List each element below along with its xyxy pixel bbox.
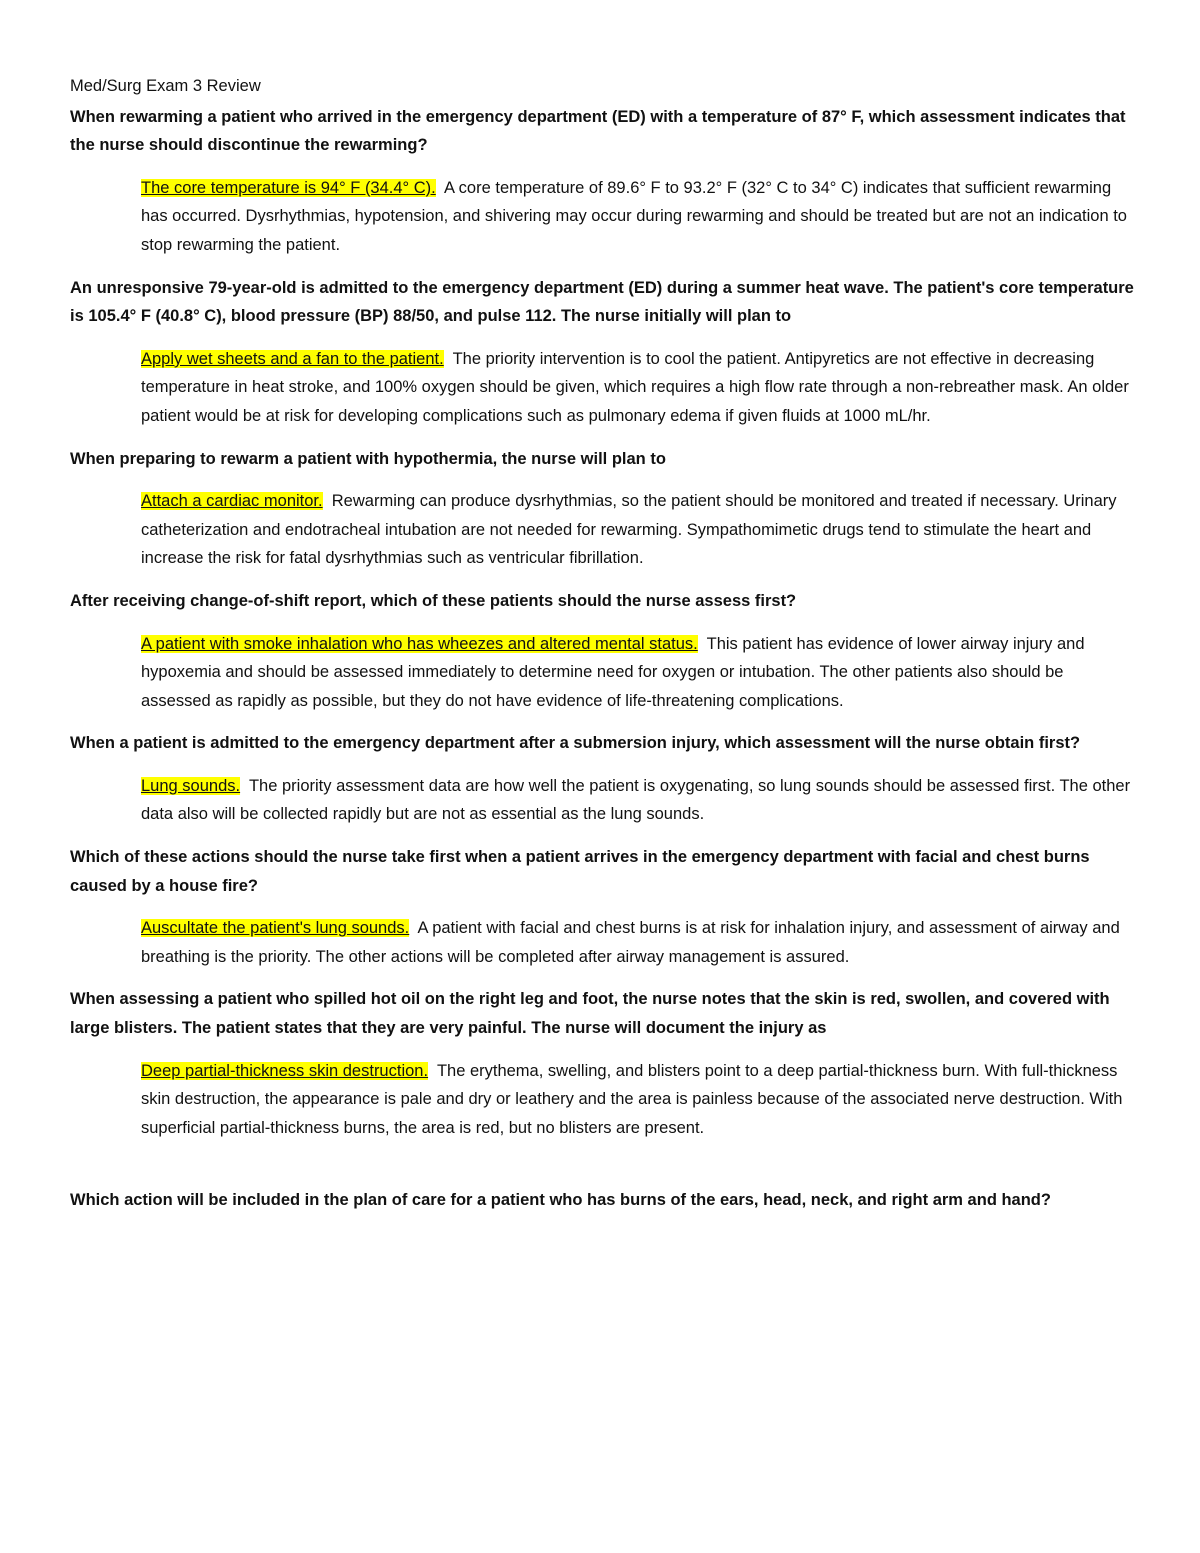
document-title: Med/Surg Exam 3 Review <box>70 77 261 95</box>
rationale-text: This patient has evidence of lower airway injury and hypoxemia and should be assessed immediately to determine need for oxygen or intubation. The other patients also should be assessed as rapidly as possible, but they do not have evidence of life-threatening complications. <box>141 634 1085 710</box>
qa-item-4 <box>70 587 1135 715</box>
answer-block <box>141 914 1135 971</box>
answer-highlight: Auscultate the patient's lung sounds. <box>141 919 410 938</box>
answer-block <box>141 345 1135 431</box>
answer-block <box>141 1057 1135 1143</box>
rationale-text: The priority intervention is to cool the patient. Antipyretics are not effective in decreasing temperature in heat stroke, and 100% oxygen should be given, which requires a high flow rate through a non-rebreather mask. An older patient would be at risk for developing complications such as pulmonary edema if given fluids at 1000 mL/hr. <box>141 349 1129 425</box>
rationale-text: Rewarming can produce dysrhythmias, so the patient should be monitored and treated if necessary. Urinary catheterization and endotracheal intubation are not needed for rewarming. Sympathomimetic drugs tend to stimulate the heart and increase the risk for fatal dysrhythmias such as ventricular fibrillation. <box>141 492 1117 568</box>
answer-highlight: Deep partial-thickness skin destruction. <box>141 1061 429 1080</box>
answer-highlight: Apply wet sheets and a fan to the patient. <box>141 349 444 368</box>
question-text: When a patient is admitted to the emergency department after a submersion injury, which assessment will the nurse obtain first? <box>70 734 1081 753</box>
question-text: After receiving change-of-shift report, which of these patients should the nurse assess first? <box>70 591 797 610</box>
qa-item-5 <box>70 729 1135 829</box>
answer-block <box>141 630 1135 716</box>
answer-block <box>141 772 1135 829</box>
question-text: When assessing a patient who spilled hot oil on the right leg and foot, the nurse notes that the skin is red, swollen, and covered with large blisters. The patient states that they are very painful. The nurse will document the injury as <box>70 990 1110 1038</box>
qa-item-7 <box>70 985 1135 1142</box>
answer-highlight: A patient with smoke inhalation who has wheezes and altered mental status. <box>141 634 698 653</box>
rationale-text: A core temperature of 89.6° F to 93.2° F (32° C to 34° C) indicates that sufficient rewarming has occurred. Dysrhythmias, hypotension, and shivering may occur during rewarming and should be treated but are not an indication to stop rewarming the patient. <box>141 178 1127 254</box>
answer-highlight: Lung sounds. <box>141 776 241 795</box>
qa-item-2 <box>70 274 1135 431</box>
last-question-text: Which action will be included in the plan of care for a patient who has burns of the ears, head, neck, and right arm and hand? <box>70 1191 1051 1210</box>
question-text: When preparing to rewarm a patient with hypothermia, the nurse will plan to <box>70 449 666 468</box>
question-text: An unresponsive 79-year-old is admitted to the emergency department (ED) during a summer heat wave. The patient's core temperature is 105.4° F (40.8° C), blood pressure (BP) 88/50, and pulse 112. The nurse initially will plan to <box>70 278 1134 326</box>
answer-block <box>141 487 1135 573</box>
rationale-text: The priority assessment data are how well the patient is oxygenating, so lung sounds should be assessed first. The other data also will be collected rapidly but are not as essential as the lung sounds. <box>141 776 1131 824</box>
answer-highlight: Attach a cardiac monitor. <box>141 492 323 511</box>
question-text: Which of these actions should the nurse take first when a patient arrives in the emergency department with facial and chest burns caused by a house fire? <box>70 848 1090 895</box>
rationale-text: The erythema, swelling, and blisters point to a deep partial-thickness burn. With full-thickness skin destruction, the appearance is pale and dry or leathery and the area is painless because of the associated nerve destruction. With superficial partial-thickness burns, the area is red, but no blisters are present. <box>141 1061 1123 1137</box>
qa-item-1 <box>70 103 1135 260</box>
qa-item-6 <box>70 843 1135 971</box>
qa-item-3 <box>70 445 1135 573</box>
answer-highlight: The core temperature is 94° F (34.4° C). <box>141 178 436 197</box>
question-text: When rewarming a patient who arrived in the emergency department (ED) with a temperature of 87° F, which assessment indicates that the nurse should discontinue the rewarming? <box>70 107 1126 155</box>
rationale-text: A patient with facial and chest burns is at risk for inhalation injury, and assessment of airway and breathing is the priority. The other actions will be completed after airway management is assured. <box>141 919 1120 966</box>
document-page <box>70 72 1135 1229</box>
answer-block <box>141 174 1135 260</box>
